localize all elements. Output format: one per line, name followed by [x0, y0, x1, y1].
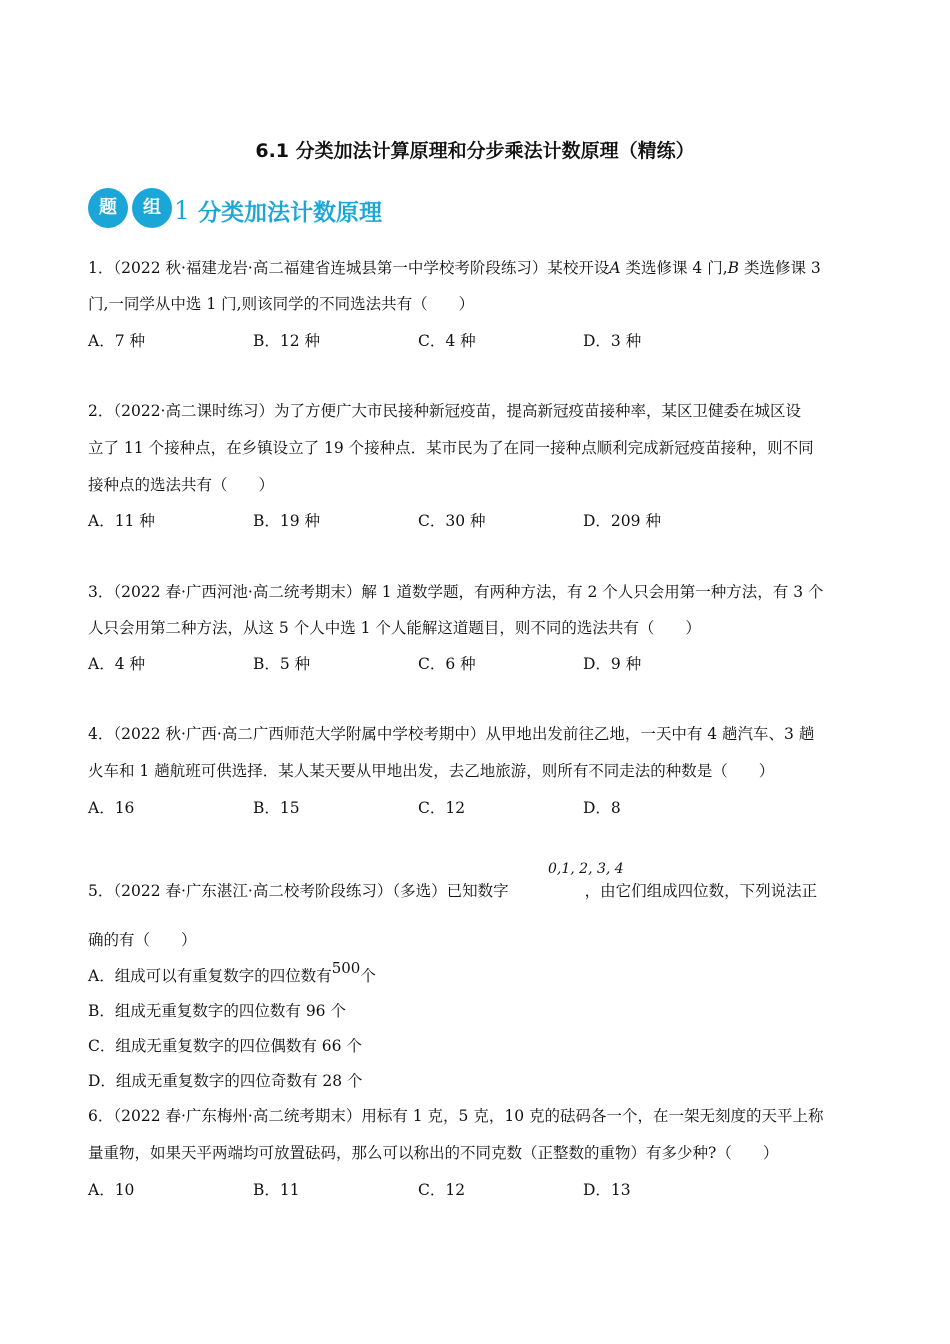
question-6-line-2: 量重物，如果天平两端均可放置砝码，那么可以称出的不同克数（正整数的重物）有多少种?（ ）	[88, 1144, 779, 1162]
question-5-option-b[interactable]: B．组成无重复数字的四位数有 96 个	[88, 1002, 346, 1020]
question-5-math-digits: 0,1, 2, 3, 4	[548, 861, 624, 877]
question-2-line-3: 接种点的选法共有（ ）	[88, 476, 275, 494]
question-5-line-1: 5．（2022 春·广东湛江·高二校考阶段练习）（多选）已知数字 ，由它们组成四位数，下列说法正	[88, 882, 818, 900]
page-title: 6.1 分类加法计算原理和分步乘法计数原理（精练）	[255, 140, 695, 162]
group-title: 分类加法计数原理	[198, 200, 382, 226]
question-1-option-a[interactable]: A．7 种	[88, 332, 145, 350]
question-1-option-d[interactable]: D．3 种	[583, 332, 642, 350]
group-badge-zu: 组	[132, 188, 172, 228]
question-5-option-d[interactable]: D．组成无重复数字的四位奇数有 28 个	[88, 1072, 363, 1090]
question-6-option-a[interactable]: A．10	[88, 1181, 135, 1199]
question-4-line-1: 4．（2022 秋·广西·高二广西师范大学附属中学校考期中）从甲地出发前往乙地，一天中有 4 趟汽车、3 趟	[88, 725, 815, 743]
question-4-line-2: 火车和 1 趟航班可供选择．某人某天要从甲地出发，去乙地旅游，则所有不同走法的种数是（ ）	[88, 762, 775, 780]
question-2-option-d[interactable]: D．209 种	[583, 512, 661, 530]
question-2-option-c[interactable]: C．30 种	[418, 512, 486, 530]
question-5-option-a[interactable]: A．组成可以有重复数字的四位数有500个	[88, 959, 376, 985]
question-6-line-1: 6．（2022 春·广东梅州·高二统考期末）用标有 1 克，5 克，10 克的砝码各一个，在一架无刻度的天平上称	[88, 1107, 824, 1125]
question-2-line-1: 2．（2022·高二课时练习）为了方便广大市民接种新冠疫苗，提高新冠疫苗接种率，某区卫健委在城区设	[88, 402, 801, 420]
question-6-option-d[interactable]: D．13	[583, 1181, 631, 1199]
group-number: 1	[174, 196, 190, 225]
question-1-line-2: 门,一同学从中选 1 门,则该同学的不同选法共有（ ）	[88, 295, 475, 313]
question-2-option-a[interactable]: A．11 种	[88, 512, 155, 530]
question-3-option-c[interactable]: C．6 种	[418, 655, 476, 673]
question-6-option-c[interactable]: C．12	[418, 1181, 466, 1199]
question-4-option-b[interactable]: B．15	[253, 799, 300, 817]
group-badge-ti: 题	[88, 188, 128, 228]
question-1-option-b[interactable]: B．12 种	[253, 332, 321, 350]
question-1-option-c[interactable]: C．4 种	[418, 332, 476, 350]
question-5-line-2: 确的有（ ）	[88, 931, 197, 949]
question-6-option-b[interactable]: B．11	[253, 1181, 300, 1199]
question-3-option-b[interactable]: B．5 种	[253, 655, 311, 673]
question-4-option-a[interactable]: A．16	[88, 799, 135, 817]
question-3-line-2: 人只会用第二种方法，从这 5 个人中选 1 个人能解这道题目，则不同的选法共有（ ）	[88, 619, 701, 637]
question-2-option-b[interactable]: B．19 种	[253, 512, 321, 530]
question-4-option-d[interactable]: D．8	[583, 799, 621, 817]
question-1-line-1: 1．（2022 秋·福建龙岩·高二福建省连城县第一中学校考阶段练习）某校开设A 类选修课 4 门,B 类选修课 3	[88, 259, 821, 277]
question-4-option-c[interactable]: C．12	[418, 799, 466, 817]
question-3-option-d[interactable]: D．9 种	[583, 655, 642, 673]
question-3-line-1: 3．（2022 春·广西河池·高二统考期末）解 1 道数学题，有两种方法，有 2 个人只会用第一种方法，有 3 个	[88, 583, 824, 601]
question-5-option-c[interactable]: C．组成无重复数字的四位偶数有 66 个	[88, 1037, 362, 1055]
question-3-option-a[interactable]: A．4 种	[88, 655, 145, 673]
question-2-line-2: 立了 11 个接种点，在乡镇设立了 19 个接种点．某市民为了在同一接种点顺利完成新冠疫苗接种，则不同	[88, 439, 814, 457]
